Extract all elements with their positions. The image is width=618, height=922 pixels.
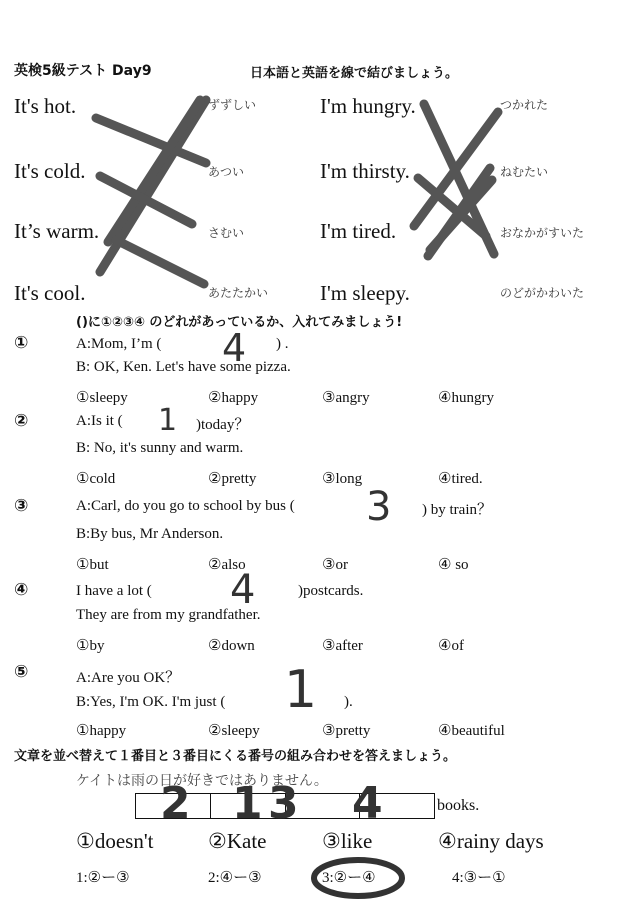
word-2: ②Kate <box>208 829 267 853</box>
choice-3: 3:②ー④ <box>322 870 376 886</box>
handwritten-answer-q5: 1 <box>284 660 318 720</box>
q4-line-a: I have a lot ( <box>76 583 152 599</box>
q4-option-3: ③after <box>322 638 363 654</box>
q1-option-3: ③angry <box>322 390 370 406</box>
q2-option-2: ②pretty <box>208 471 257 487</box>
left-english-3: It’s warm. <box>14 219 100 243</box>
left-english-4: It's cool. <box>14 281 86 305</box>
right-japanese-4: のどがかわいた <box>500 286 585 300</box>
handwritten-box-1: 2 <box>160 778 191 829</box>
section3-instruction: 文章を並べ替えて１番目と３番目にくる番号の組み合わせを答えましょう。 <box>14 749 457 764</box>
word-3: ③like <box>322 829 373 853</box>
handwritten-answer-q2: 1 <box>158 403 178 438</box>
handwritten-box-2: 1 <box>232 778 263 829</box>
choice-1: 1:②ー③ <box>76 870 130 886</box>
q1-option-1: ①sleepy <box>76 390 128 406</box>
q5-option-1: ①happy <box>76 723 127 739</box>
left-english-2: It's cold. <box>14 159 86 183</box>
q5-option-4: ④beautiful <box>438 723 505 739</box>
q3-option-3: ③or <box>322 557 348 573</box>
question-number-2: ② <box>14 411 29 431</box>
q2-line-a: A:Is it ( <box>76 413 123 429</box>
left-english-1: It's hot. <box>14 94 77 118</box>
q1-option-2: ②happy <box>208 390 259 406</box>
q3-line-b: B:By bus, Mr Anderson. <box>76 526 224 542</box>
match-line-thirsty-a <box>414 112 498 226</box>
q2-option-1: ①cold <box>76 471 116 487</box>
q4-option-4: ④of <box>438 638 464 654</box>
q1-line-a: A:Mom, I’m ( <box>76 336 162 352</box>
match-line-cold <box>100 176 192 224</box>
right-english-3: I'm tired. <box>320 219 397 243</box>
q4-option-2: ②down <box>208 638 255 654</box>
q2-option-4: ④tired. <box>438 471 483 487</box>
sentence-suffix: books. <box>437 797 480 814</box>
q1-line-b: B: OK, Ken. Let's have some pizza. <box>76 359 291 375</box>
match-line-hot <box>96 118 206 163</box>
q4-line-b: They are from my grandfather. <box>76 607 261 623</box>
sentence-japanese: ケイトは雨の日が好きではありません。 <box>76 773 328 789</box>
left-japanese-3: さむい <box>208 226 245 240</box>
question-number-5: ⑤ <box>14 662 29 682</box>
choice-2: 2:④ー③ <box>208 870 262 886</box>
matching-instruction: 日本語と英語を線で結びましょう。 <box>250 66 459 81</box>
match-line-cool <box>116 240 204 284</box>
q2-line-a-close: )today？ <box>196 417 250 433</box>
handwritten-box-3: 3 <box>268 778 299 829</box>
match-line-sleepy <box>430 180 492 250</box>
q2-option-3: ③long <box>322 471 363 487</box>
question-number-3: ③ <box>14 496 29 516</box>
left-japanese-4: あたたかい <box>208 286 269 300</box>
test-title: 英検5級テスト Day9 <box>14 63 152 79</box>
match-line-tired <box>428 168 490 256</box>
word-4: ④rainy days <box>438 829 544 853</box>
match-line-hungry <box>424 104 494 254</box>
question-number-4: ④ <box>14 580 29 600</box>
handwritten-answer-q3: 3 <box>366 484 392 530</box>
q2-line-b: B: No, it's sunny and warm. <box>76 440 244 456</box>
q3-line-a-close: ) by train？ <box>422 502 492 518</box>
right-english-2: I'm thirsty. <box>320 159 410 183</box>
right-english-4: I'm sleepy. <box>320 281 410 305</box>
q3-line-a: A:Carl, do you go to school by bus ( <box>76 498 295 514</box>
section2-instruction: ()に①②③④ のどれがあっているか、入れてみましょう! <box>76 315 403 330</box>
right-english-1: I'm hungry. <box>320 94 416 118</box>
match-line-cold-a <box>100 100 206 272</box>
handwritten-answer-q4: 4 <box>230 567 256 613</box>
word-1: ①doesn't <box>76 829 154 853</box>
q3-option-2: ②also <box>208 557 246 573</box>
match-line-thirsty <box>418 178 486 236</box>
q5-line-b-close: ). <box>344 694 353 710</box>
right-japanese-2: ねむたい <box>500 165 549 179</box>
choice-4: 4:③ー① <box>452 870 506 886</box>
handwritten-answer-q1: 4 <box>222 326 247 370</box>
q5-line-a: A:Are you OK？ <box>76 670 181 686</box>
question-number-1: ① <box>14 333 29 353</box>
match-line-warm <box>108 100 200 242</box>
q3-option-4: ④ so <box>438 557 469 573</box>
q5-option-3: ③pretty <box>322 723 371 739</box>
q5-line-b: B:Yes, I'm OK. I'm just ( <box>76 694 226 710</box>
q4-option-1: ①by <box>76 638 105 654</box>
q5-option-2: ②sleepy <box>208 723 260 739</box>
q1-option-4: ④hungry <box>438 390 494 406</box>
handwritten-box-4: 4 <box>352 778 383 829</box>
q3-option-1: ①but <box>76 557 109 573</box>
q4-line-a-close: )postcards. <box>298 583 364 599</box>
left-japanese-1: ずずしい <box>208 98 257 112</box>
left-japanese-2: あつい <box>208 165 245 179</box>
right-japanese-1: つかれた <box>500 98 549 112</box>
right-japanese-3: おなかがすいた <box>500 226 585 240</box>
q1-line-a-close: ) . <box>276 336 289 352</box>
